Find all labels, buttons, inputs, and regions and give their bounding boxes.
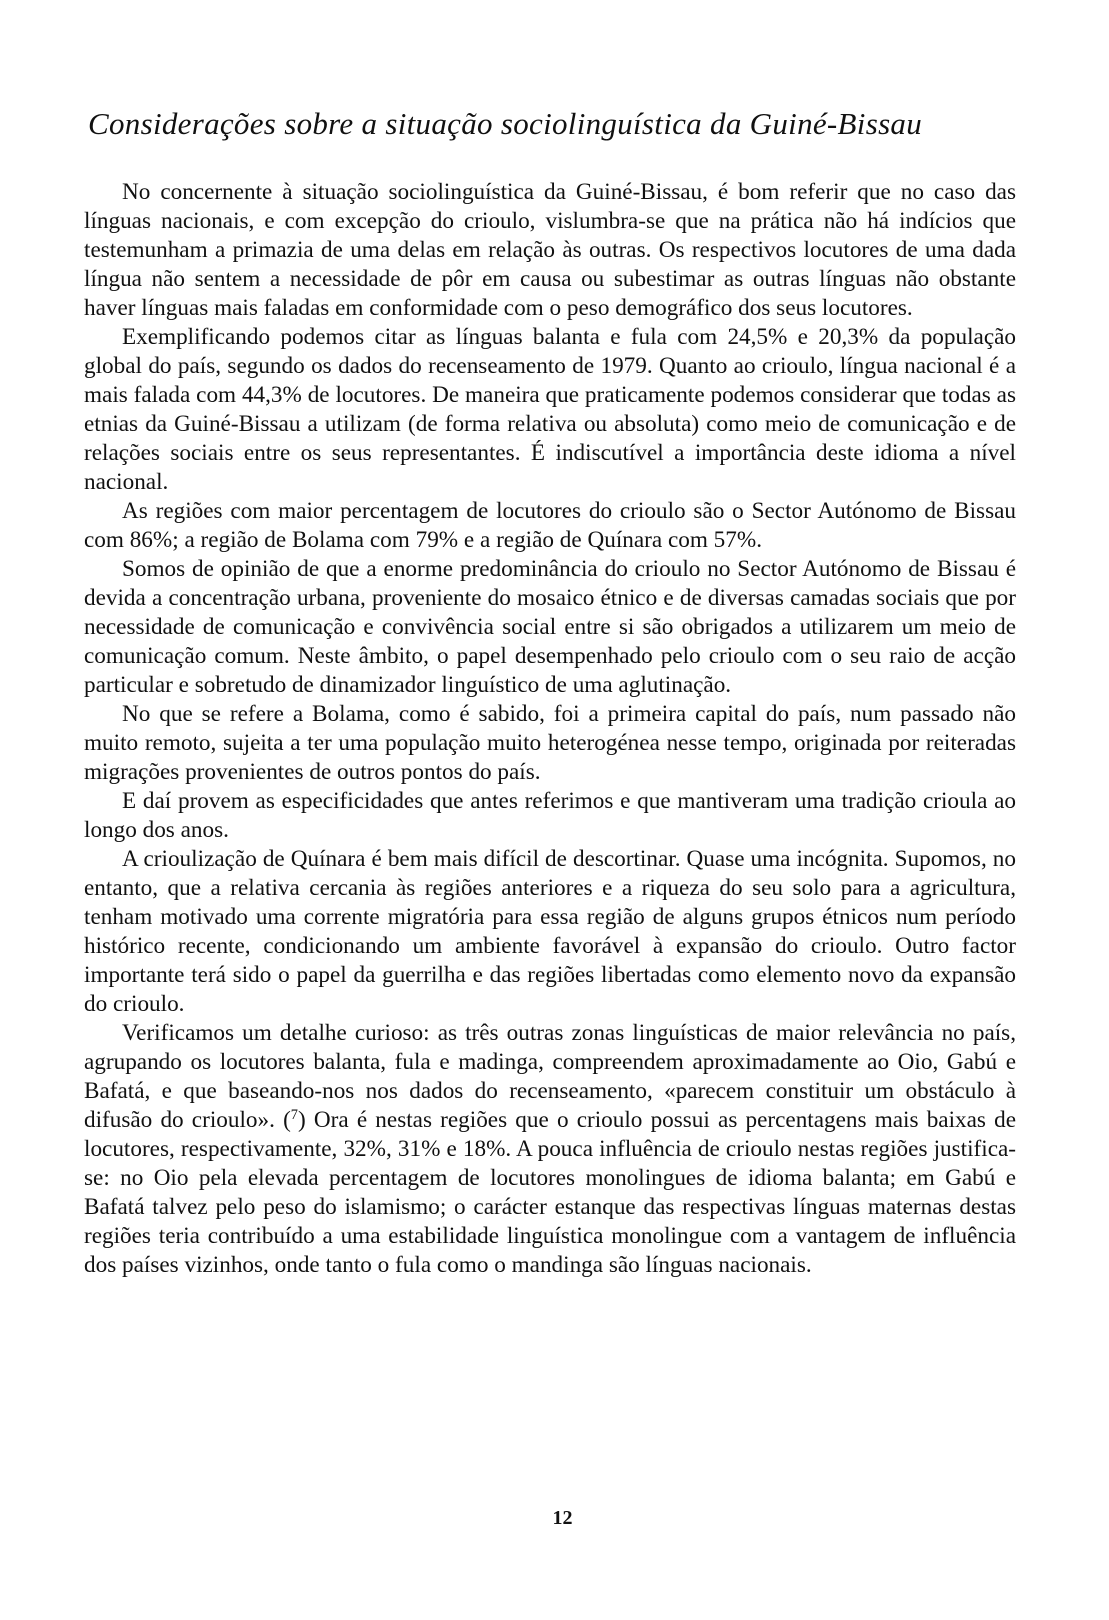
paragraph-2: Exemplificando podemos citar as línguas balanta e fula com 24,5% e 20,3% da população global do país, segundo os dados do recenseamento de 1979. Quanto ao crioulo, língua nacional é a mais falada com 44,3% de locutores. De maneira que praticamente podemos considerar que todas as etnias da Guiné-Bissau a utilizam (de forma relativa ou absoluta) como meio de comunicação e de relações sociais entre os seus representantes. É indiscutível a importância deste idioma a nível nacional. [84, 324, 1016, 495]
paragraph-3: As regiões com maior percentagem de locutores do crioulo são o Sector Autónomo de Bissau com 86%; a região de Bolama com 79% e a região de Quínara com 57%. [84, 498, 1016, 553]
paragraph-7: A crioulização de Quínara é bem mais difícil de descortinar. Quase uma incógnita. Supomos, no entanto, que a relativa cercania às regiões anteriores e a riqueza do seu solo para a agricultura, tenham motivado uma corrente migratória para essa região de alguns grupos étnicos num período histórico recente, condicionando um ambiente favorável à expansão do crioulo. Outro factor importante terá sido o papel da guerrilha e das regiões libertadas como elemento novo da expansão do crioulo. [84, 846, 1016, 1017]
paragraph-4: Somos de opinião de que a enorme predominância do crioulo no Sector Autónomo de Bissau é devida a concentração urbana, proveniente do mosaico étnico e de diversas camadas sociais que por necessidade de comunicação e convivência social entre si são obrigados a utilizarem um meio de comunicação comum. Neste âmbito, o papel desempenhado pelo crioulo com o seu raio de acção particular e sobretudo de dinamizador linguístico de uma aglutinação. [84, 556, 1016, 698]
footnote-reference: 7 [290, 1107, 298, 1124]
paragraph-6: E daí provem as especificidades que antes referimos e que mantiveram uma tradição crioula ao longo dos anos. [84, 788, 1016, 843]
paragraph-8 [84, 1019, 1016, 1280]
body-text [84, 178, 1016, 1280]
paragraph-1: No concernente à situação sociolinguística da Guiné-Bissau, é bom referir que no caso das línguas nacionais, e com excepção do crioulo, vislumbra-se que na prática não há indícios que testemunham a primazia de uma delas em relação às outras. Os respectivos locutores de uma dada língua não sentem a necessidade de pôr em causa ou subestimar as outras línguas não obstante haver línguas mais faladas em conformidade com o peso demográfico dos seus locutores. [84, 179, 1016, 321]
page-title: Considerações sobre a situação sociolinguística da Guiné-Bissau [88, 106, 923, 141]
footnote-open: ( [274, 1107, 291, 1133]
paragraph-8-text-a: Verificamos um detalhe curioso: as três outras zonas linguísticas de maior relevância no país, agrupando os locutores balanta, fula e madinga, compreendem aproximadamente ao Oio, Gabú e Bafatá, e que baseando-nos nos dados do recenseamento, «parecem constituir um obstáculo à difusão do crioulo». [84, 1020, 1016, 1133]
paragraph-5: No que se refere a Bolama, como é sabido, foi a primeira capital do país, num passado não muito remoto, sujeita a ter uma população muito heterogénea nesse tempo, originada por reiteradas migrações provenientes de outros pontos do país. [84, 701, 1016, 785]
footnote-close: ) [297, 1107, 306, 1133]
paragraph-8-text-b: Ora é nestas regiões que o crioulo possui as percentagens mais baixas de locutores, respectivamente, 32%, 31% e 18%. A pouca influência de crioulo nestas regiões justifica-se: no Oio pela elevada percentagem de locutores monolingues de idioma balanta; em Gabú e Bafatá talvez pelo peso do islamismo; o carácter estanque das respectivas línguas maternas destas regiões teria contribuído a uma estabilidade linguística monolingue com a vantagem de influência dos países vizinhos, onde tanto o fula como o mandinga são línguas nacionais. [84, 1107, 1016, 1278]
page-number: 12 [552, 1507, 573, 1529]
